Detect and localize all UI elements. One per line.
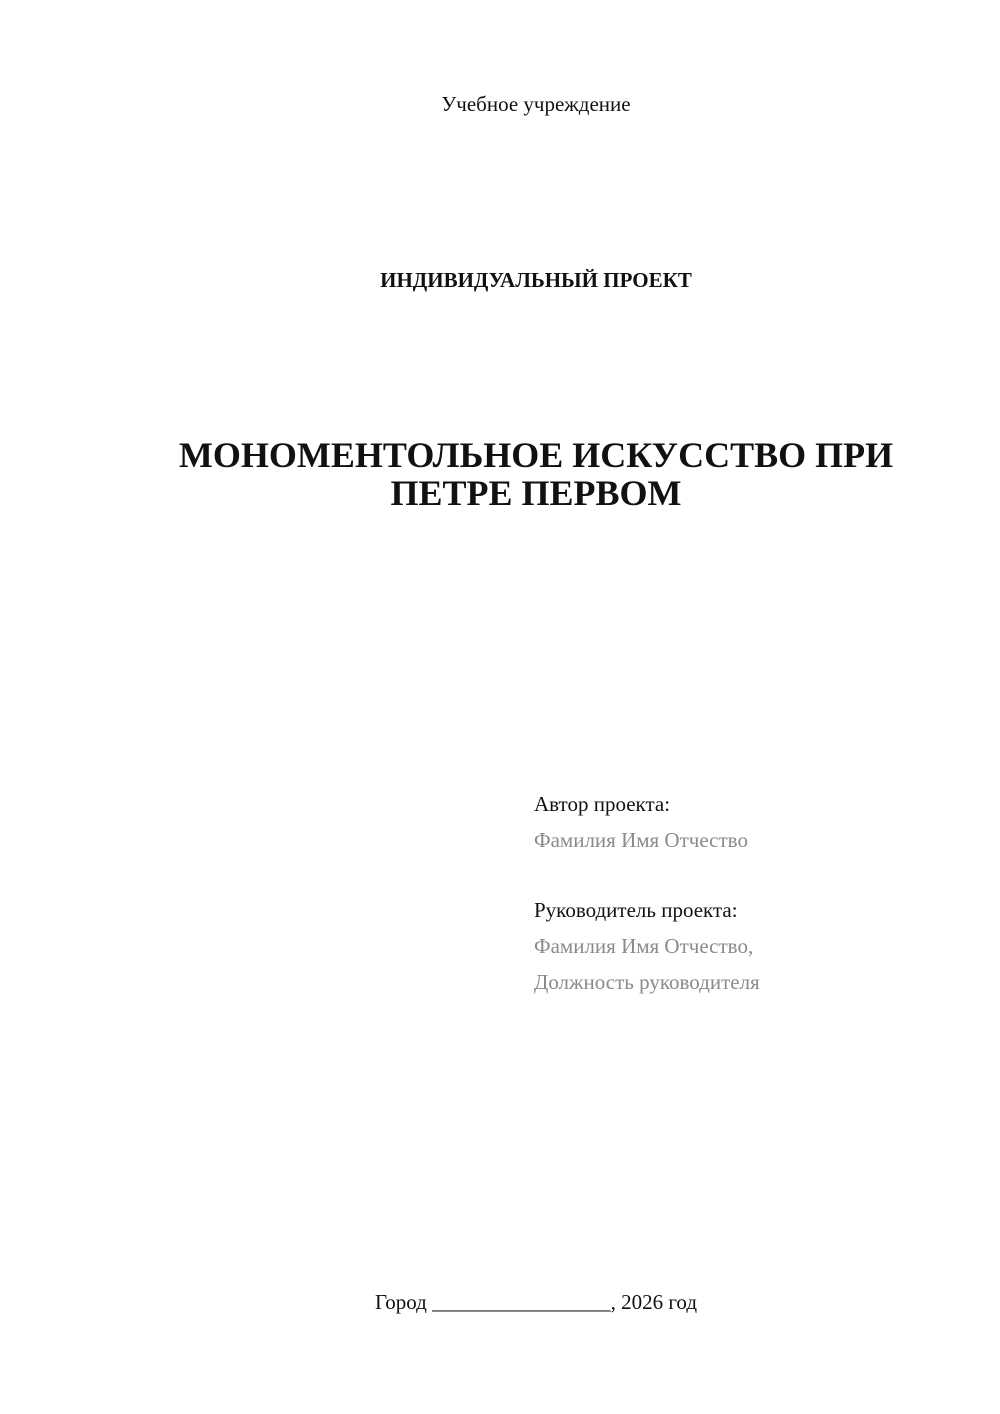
project-title <box>0 436 1000 512</box>
city-year-footer: Город _________________, 2026 год <box>374 1290 698 1314</box>
project-type-heading: ИНДИВИДУАЛЬНЫЙ ПРОЕКТ <box>380 268 692 292</box>
author-block <box>534 786 748 858</box>
supervisor-position: Должность руководителя <box>534 970 760 994</box>
author-name: Фамилия Имя Отчество <box>534 828 748 852</box>
supervisor-block <box>534 892 760 1000</box>
supervisor-label: Руководитель проекта: <box>534 898 738 922</box>
supervisor-name: Фамилия Имя Отчество, <box>534 934 754 958</box>
institution-name: Учебное учреждение <box>441 92 631 116</box>
project-title-line-2: ПЕТРЕ ПЕРВОМ <box>390 473 682 513</box>
author-label: Автор проекта: <box>534 792 671 816</box>
project-title-line-1: МОНОМЕНТОЛЬНОЕ ИСКУССТВО ПРИ <box>178 435 894 475</box>
